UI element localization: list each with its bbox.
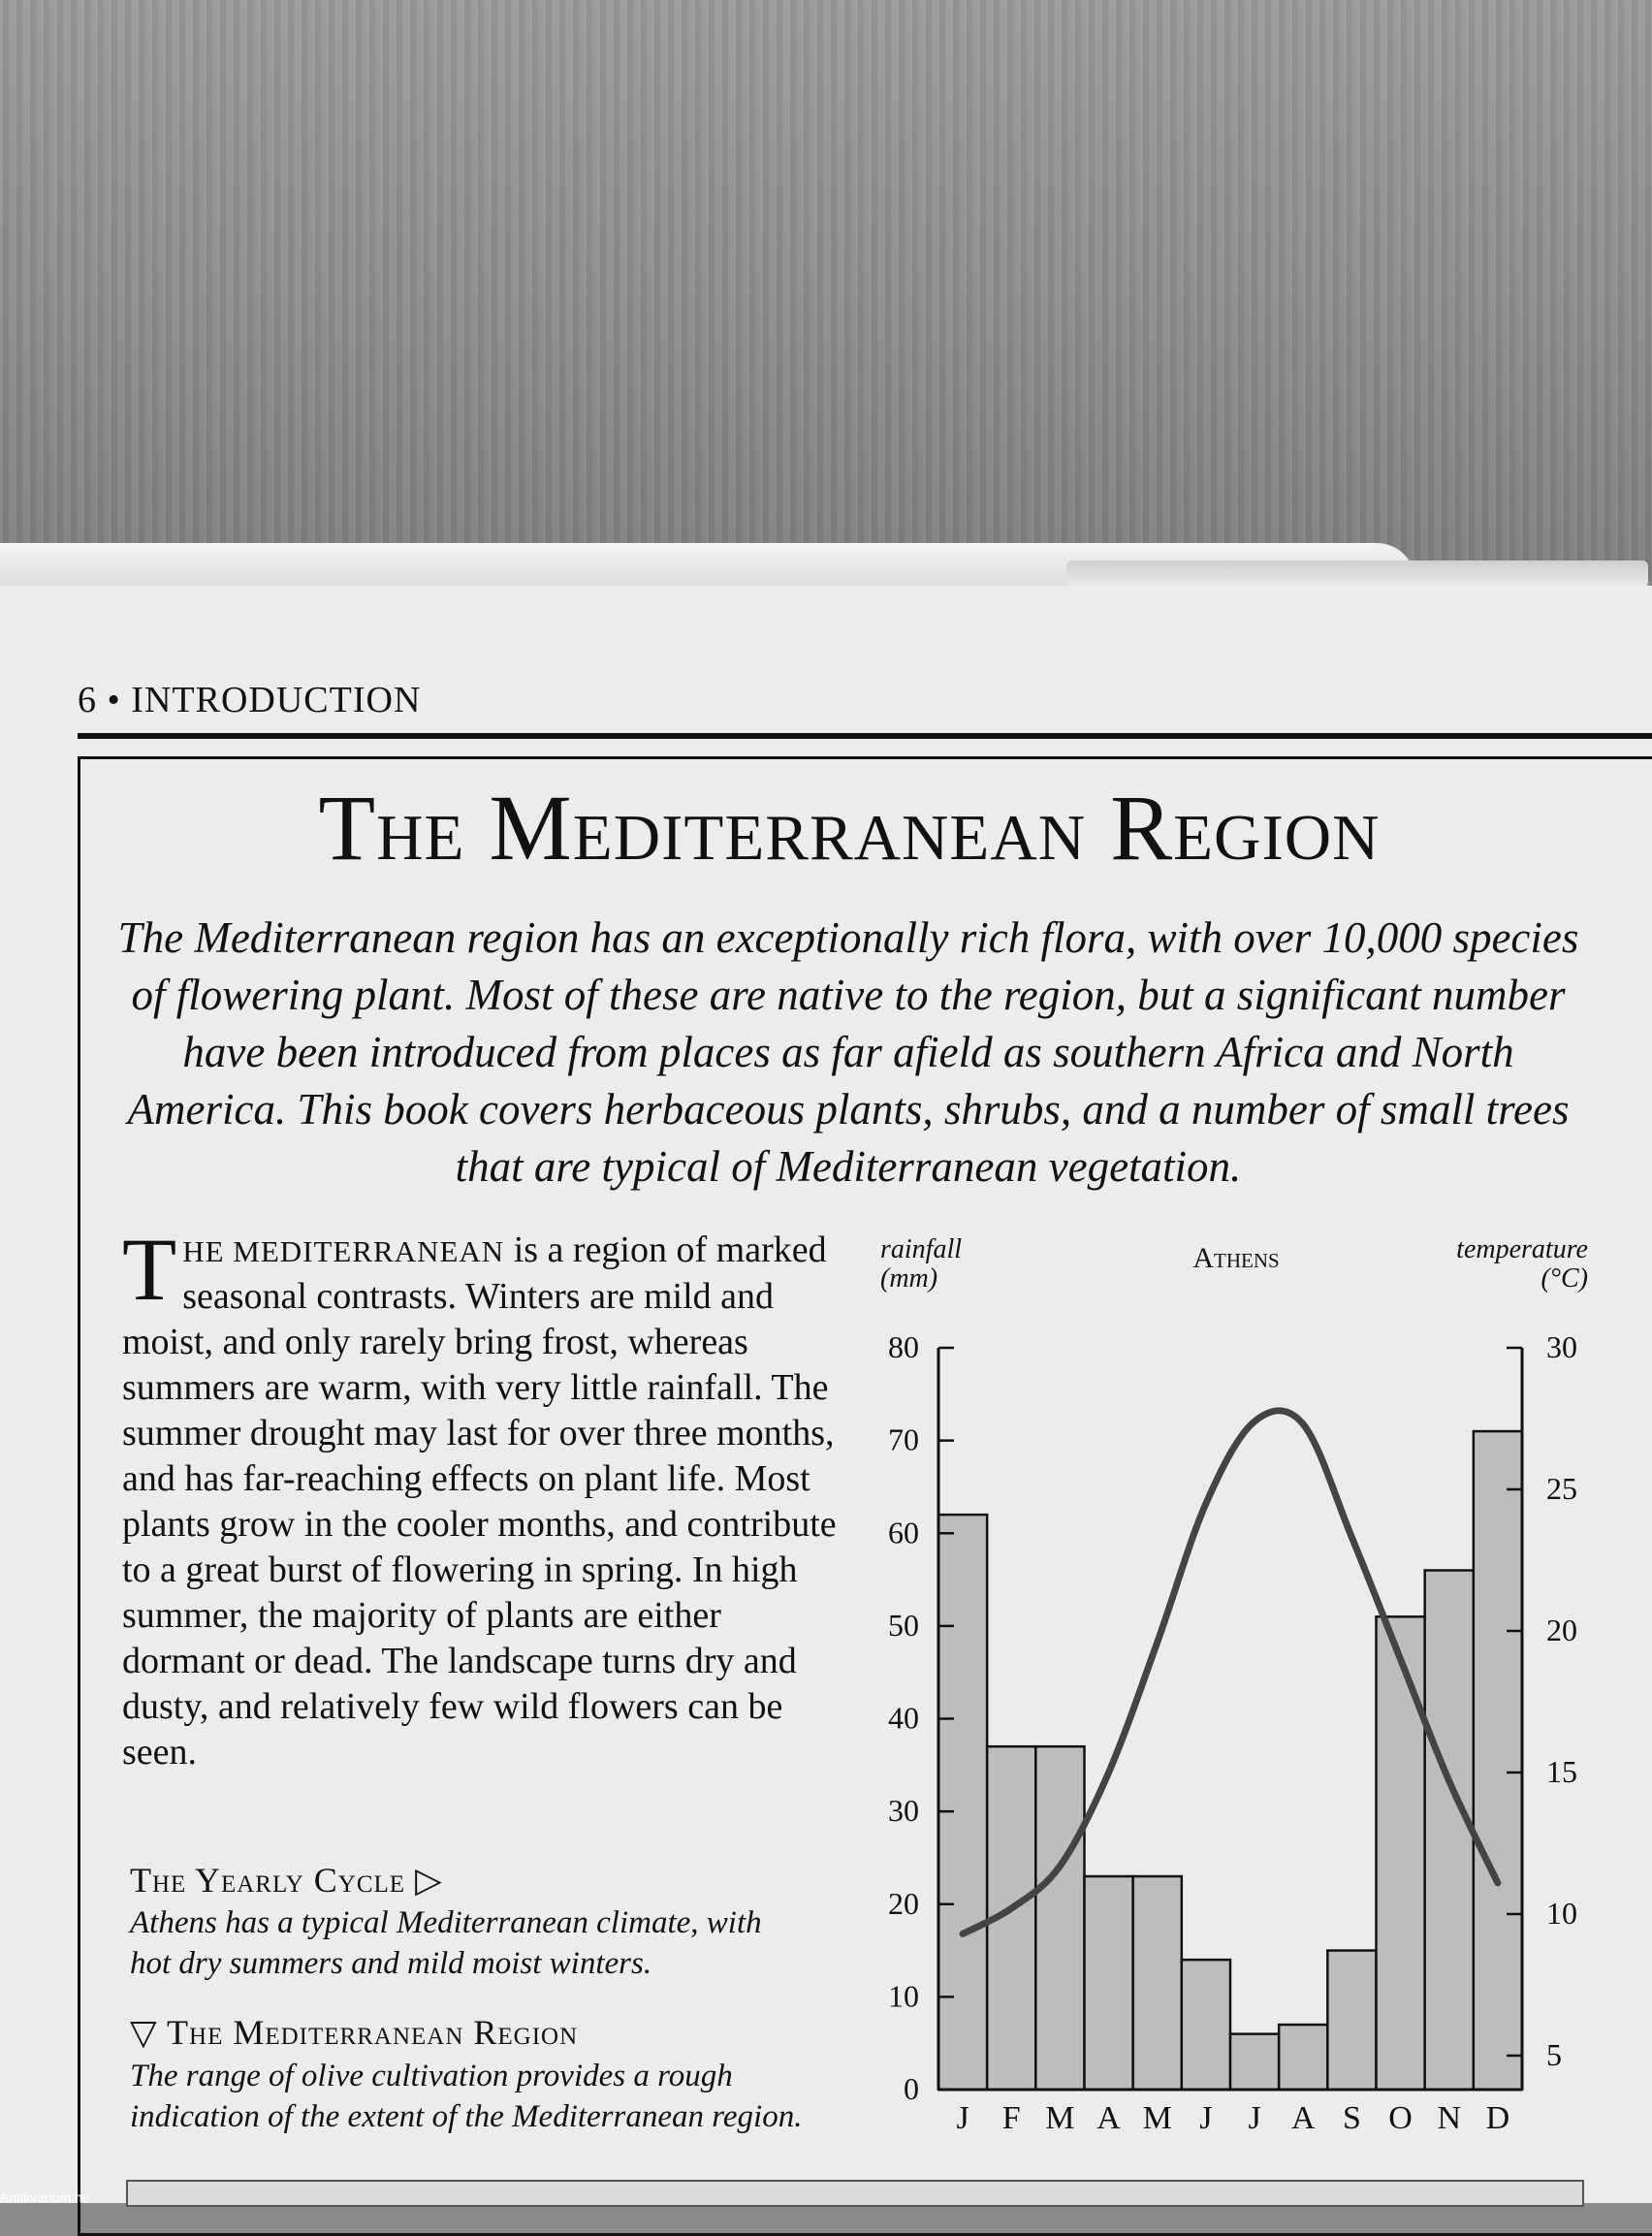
- month-label-3: A: [1096, 2100, 1121, 2133]
- caption-region-text: The range of olive cultivation provides a rough indication of the extent of the Mediterranean region.: [130, 2059, 803, 2134]
- left-axis-label-line1: rainfall: [880, 1234, 963, 1264]
- rainfall-bar-2: [1035, 1746, 1084, 2090]
- rainfall-bar-11: [1474, 1431, 1522, 2090]
- month-label-0: J: [956, 2100, 969, 2133]
- rainfall-bar-6: [1230, 2034, 1279, 2090]
- rainfall-bar-7: [1279, 2025, 1327, 2090]
- right-axis-label-line2: (°C): [1541, 1263, 1588, 1294]
- header-rule: [78, 733, 1652, 739]
- caption-region-title: ▽ The Mediterranean Region: [130, 2013, 579, 2052]
- background-wall: [0, 0, 1652, 582]
- month-label-9: O: [1388, 2100, 1413, 2133]
- left-axis-label-line2: (mm): [880, 1263, 938, 1294]
- rainfall-bar-3: [1085, 1876, 1133, 2090]
- drop-cap: T: [122, 1220, 177, 1319]
- left-tick-label-2: 20: [888, 1885, 919, 1921]
- month-label-10: N: [1437, 2100, 1462, 2133]
- book-clip-edge: [1066, 560, 1648, 588]
- right-tick-label-3: 20: [1546, 1612, 1577, 1647]
- right-tick-label-4: 25: [1546, 1470, 1577, 1506]
- body-paragraph: [122, 1220, 840, 1775]
- month-label-4: M: [1142, 2100, 1172, 2133]
- rainfall-bar-5: [1182, 1960, 1230, 2090]
- running-head: 6 • INTRODUCTION: [78, 680, 422, 720]
- month-label-6: J: [1248, 2100, 1261, 2133]
- left-tick-label-3: 30: [888, 1793, 919, 1829]
- left-tick-label-8: 80: [888, 1329, 919, 1364]
- rainfall-bar-9: [1377, 1616, 1425, 2090]
- left-tick-label-7: 70: [888, 1421, 919, 1457]
- rainfall-bar-10: [1425, 1571, 1474, 2091]
- month-label-1: F: [1001, 2100, 1021, 2133]
- rainfall-bar-0: [938, 1515, 987, 2090]
- month-label-8: S: [1342, 2100, 1361, 2133]
- caption-yearly-cycle-text: Athens has a typical Mediterranean climate, with hot dry summers and mild moist winters.: [130, 1905, 762, 1981]
- caption-yearly-cycle-title: The Yearly Cycle ▷: [130, 1861, 443, 1900]
- chart-title: Athens: [1192, 1242, 1280, 1274]
- left-tick-label-1: 10: [888, 1978, 919, 2014]
- right-tick-label-0: 5: [1546, 2036, 1562, 2072]
- left-tick-label-6: 60: [888, 1515, 919, 1550]
- page-title: The Mediterranean Region: [318, 776, 1381, 879]
- month-label-7: A: [1290, 2100, 1316, 2133]
- left-tick-label-5: 50: [888, 1607, 919, 1643]
- month-label-11: D: [1485, 2100, 1510, 2133]
- month-label-5: J: [1199, 2100, 1213, 2133]
- right-tick-label-2: 15: [1546, 1753, 1577, 1789]
- body-text: is a region of marked seasonal contrasts. Winters are mild and moist, and only rarely bring frost, whereas summers are warm, with very little rainfall. The summer drought may last for over three months, and has far-reaching effects on plant life. Most plants grow in the cooler months, and contribute to a great burst of flowering in spring. In high summer, the majority of plants are either dormant or dead. The landscape turns dry and dusty, and relatively few wild flowers can be seen.: [122, 1230, 837, 1773]
- watermark: Antikvarium.hu: [0, 2189, 90, 2205]
- rainfall-bar-8: [1327, 1951, 1376, 2090]
- left-tick-label-0: 0: [904, 2071, 919, 2106]
- right-tick-label-1: 10: [1546, 1895, 1577, 1931]
- right-tick-label-5: 30: [1546, 1329, 1577, 1364]
- left-tick-label-4: 40: [888, 1700, 919, 1736]
- athens-climate-chart: [853, 1231, 1609, 2133]
- lead-in-smallcaps: HE MEDITERRANEAN: [182, 1234, 505, 1268]
- month-label-2: M: [1045, 2100, 1075, 2133]
- rainfall-bar-4: [1133, 1876, 1182, 2090]
- rainfall-bars: [938, 1431, 1522, 2090]
- right-axis-label-line1: temperature: [1456, 1234, 1588, 1264]
- intro-paragraph: The Mediterranean region has an exceptionally rich flora, with over 10,000 species of flowering plant. Most of these are native to the region, but a significant number have been introduced from places as far afield as southern Africa and North America. This book covers herbaceous plants, shrubs, and a number of small trees that are typical of Mediterranean vegetation.: [117, 913, 1579, 1191]
